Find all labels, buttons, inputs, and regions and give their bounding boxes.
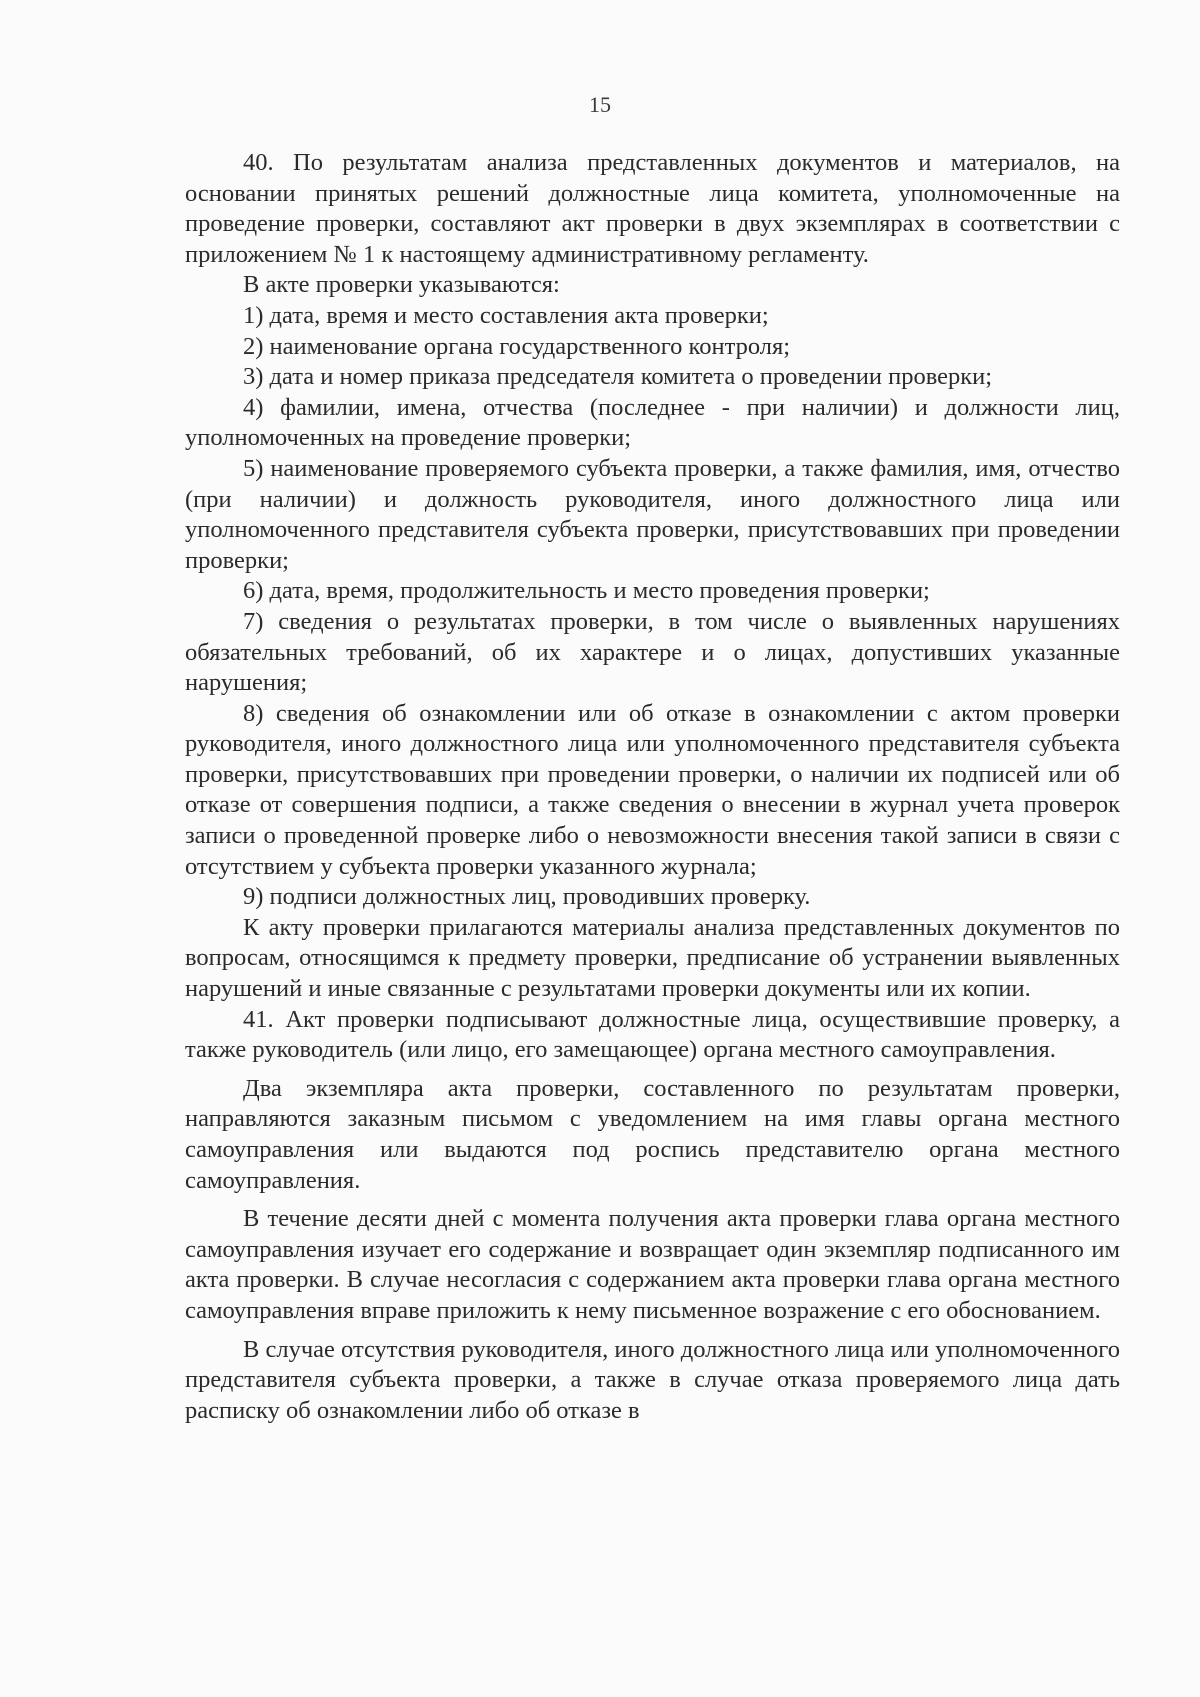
paragraph-41: 41. Акт проверки подписывают должностные лица, осуществившие проверку, а также руководитель (или лицо, его замещающее) органа местного самоуправления. bbox=[185, 1005, 1120, 1064]
list-item-1: 1) дата, время и место составления акта проверки; bbox=[243, 301, 769, 329]
list-item-2: 2) наименование органа государственного контроля; bbox=[243, 332, 791, 360]
page-number: 15 bbox=[589, 92, 611, 117]
refusal-paragraph: В случае отсутствия руководителя, иного должностного лица или уполномоченного представителя субъекта проверки, а также в случае отказа проверяемого лица дать расписку об ознакомлении либо об отказе в bbox=[185, 1335, 1120, 1424]
list-item-7: 7) сведения о результатах проверки, в том числе о выявленных нарушениях обязательных требований, об их характере и о лицах, допустивших указанные нарушения; bbox=[185, 607, 1120, 697]
list-item-6: 6) дата, время, продолжительность и место проведения проверки; bbox=[243, 577, 930, 605]
list-item-3: 3) дата и номер приказа председателя комитета о проведении проверки; bbox=[243, 363, 993, 391]
list-item-4: 4) фамилии, имена, отчества (последнее - при наличии) и должности лиц, уполномоченных на проведение проверки; bbox=[185, 393, 1120, 452]
act-contents-intro: В акте проверки указываются: bbox=[243, 271, 560, 299]
list-item-5: 5) наименование проверяемого субъекта проверки, а также фамилия, имя, отчество (при наличии) и должность руководителя, иного должностного лица или уполномоченного представителя субъекта проверки, присутствовавших при проведении проверки; bbox=[185, 454, 1120, 574]
paragraph-40: 40. По результатам анализа представленных документов и материалов, на основании принятых решений должностные лица комитета, уполномоченные на проведение проверки, составляют акт проверки в двух экземплярах в соответствии с приложением № 1 к настоящему административному регламенту. bbox=[185, 149, 1120, 268]
attachments-paragraph: К акту проверки прилагаются материалы анализа представленных документов по вопросам, относящимся к предмету проверки, предписание об устранении выявленных нарушений и иные связанные с результатами проверки документы или их копии. bbox=[185, 913, 1120, 1003]
review-period-paragraph: В течение десяти дней с момента получения акта проверки глава органа местного самоуправления изучает его содержание и возвращает один экземпляр подписанного им акта проверки. В случае несогласия с содержанием акта проверки глава органа местного самоуправления вправе приложить к нему письменное возражение с его обоснованием. bbox=[185, 1205, 1120, 1324]
list-item-8: 8) сведения об ознакомлении или об отказе в ознакомлении с актом проверки руководителя, иного должностного лица или уполномоченного представителя субъекта проверки, присутствовавших при проведении проверки, о наличии их подписей или об отказе от совершения подписи, а также сведения о внесении в журнал учета проверок записи о проведенной проверке либо о невозможности внесения такой записи в связи с отсутствием у субъекта проверки указанного журнала; bbox=[185, 699, 1120, 880]
list-item-9: 9) подписи должностных лиц, проводивших проверку. bbox=[243, 883, 811, 911]
document-body bbox=[185, 148, 1120, 1426]
copies-paragraph: Два экземпляра акта проверки, составленного по результатам проверки, направляются заказным письмом с уведомлением на имя главы органа местного самоуправления или выдаются под роспись представителю органа местного самоуправления. bbox=[185, 1074, 1120, 1194]
